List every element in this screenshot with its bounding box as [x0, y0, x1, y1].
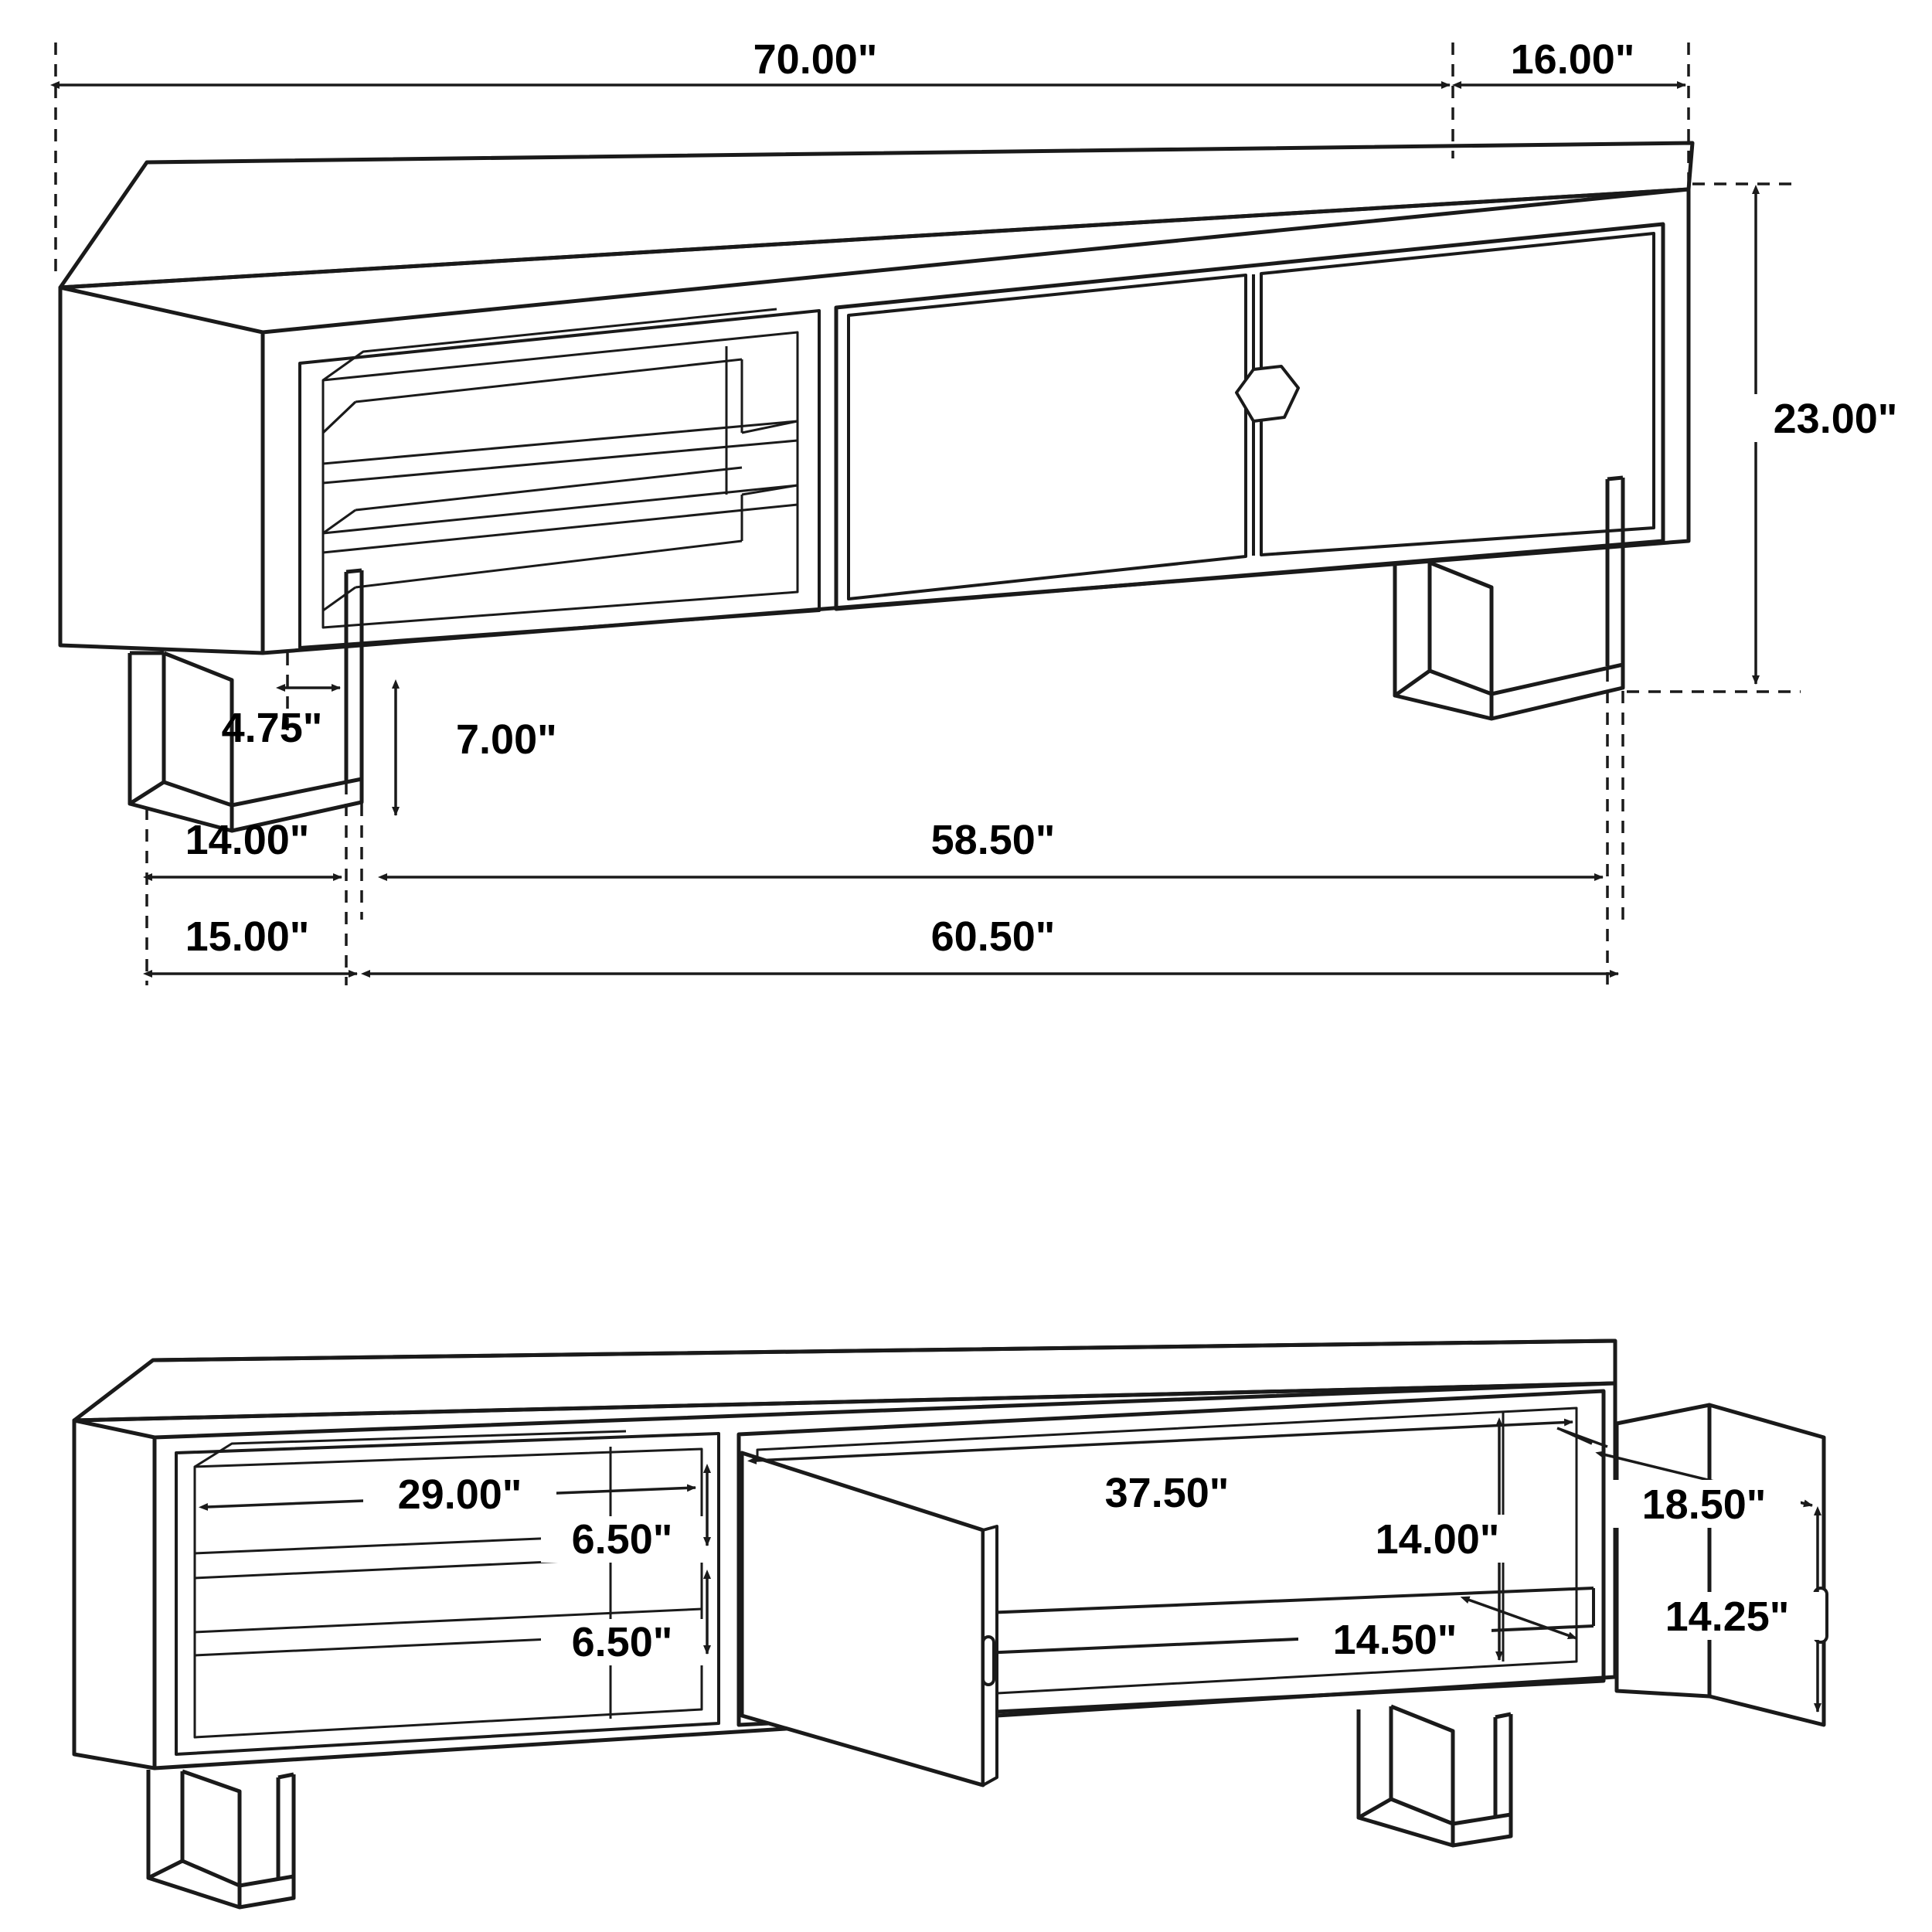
- leg-right-post-top: [1607, 478, 1623, 479]
- cabinet-left-side: [60, 287, 263, 653]
- dim-label-6050: 60.50": [930, 913, 1056, 960]
- open-leg-right-base: [1359, 1799, 1511, 1845]
- open-leg-left-base: [148, 1861, 294, 1907]
- dim-label-15: 15.00": [185, 913, 310, 960]
- dim-label-23: 23.00": [1773, 396, 1898, 442]
- dim-label-65-lower: 6.50": [571, 1619, 673, 1665]
- leg-left-post-top: [346, 570, 362, 572]
- dim-label-3750: 37.50": [1104, 1470, 1230, 1516]
- open-door-right-panel[interactable]: [1709, 1405, 1824, 1725]
- dim-label-14: 14.00": [185, 817, 310, 863]
- dim-label-5850: 58.50": [930, 817, 1056, 863]
- leg-left-outer: [130, 653, 164, 804]
- dim-label-1450: 14.50": [1332, 1617, 1458, 1663]
- dim-label-1425: 14.25": [1665, 1594, 1790, 1640]
- leg-right-base: [1395, 665, 1623, 719]
- open-door-right[interactable]: [1617, 1405, 1709, 1696]
- open-door-left-handle[interactable]: [983, 1637, 994, 1685]
- dim-label-16: 16.00": [1510, 36, 1635, 83]
- dim-label-1850: 18.50": [1641, 1481, 1767, 1528]
- dim-label-14-interior: 14.00": [1375, 1516, 1500, 1563]
- dim-label-475: 4.75": [221, 705, 323, 751]
- open-console-view: [74, 1341, 1827, 1907]
- open-leg-right-post-top: [1495, 1714, 1511, 1717]
- dim-label-65-upper: 6.50": [571, 1516, 673, 1563]
- dim-label-70: 70.00": [753, 36, 878, 83]
- dim-label-29: 29.00": [397, 1471, 522, 1518]
- open-leg-left-post-top: [278, 1774, 294, 1777]
- dim-label-7: 7.00": [456, 716, 557, 763]
- open-cabinet-left-side: [74, 1420, 155, 1768]
